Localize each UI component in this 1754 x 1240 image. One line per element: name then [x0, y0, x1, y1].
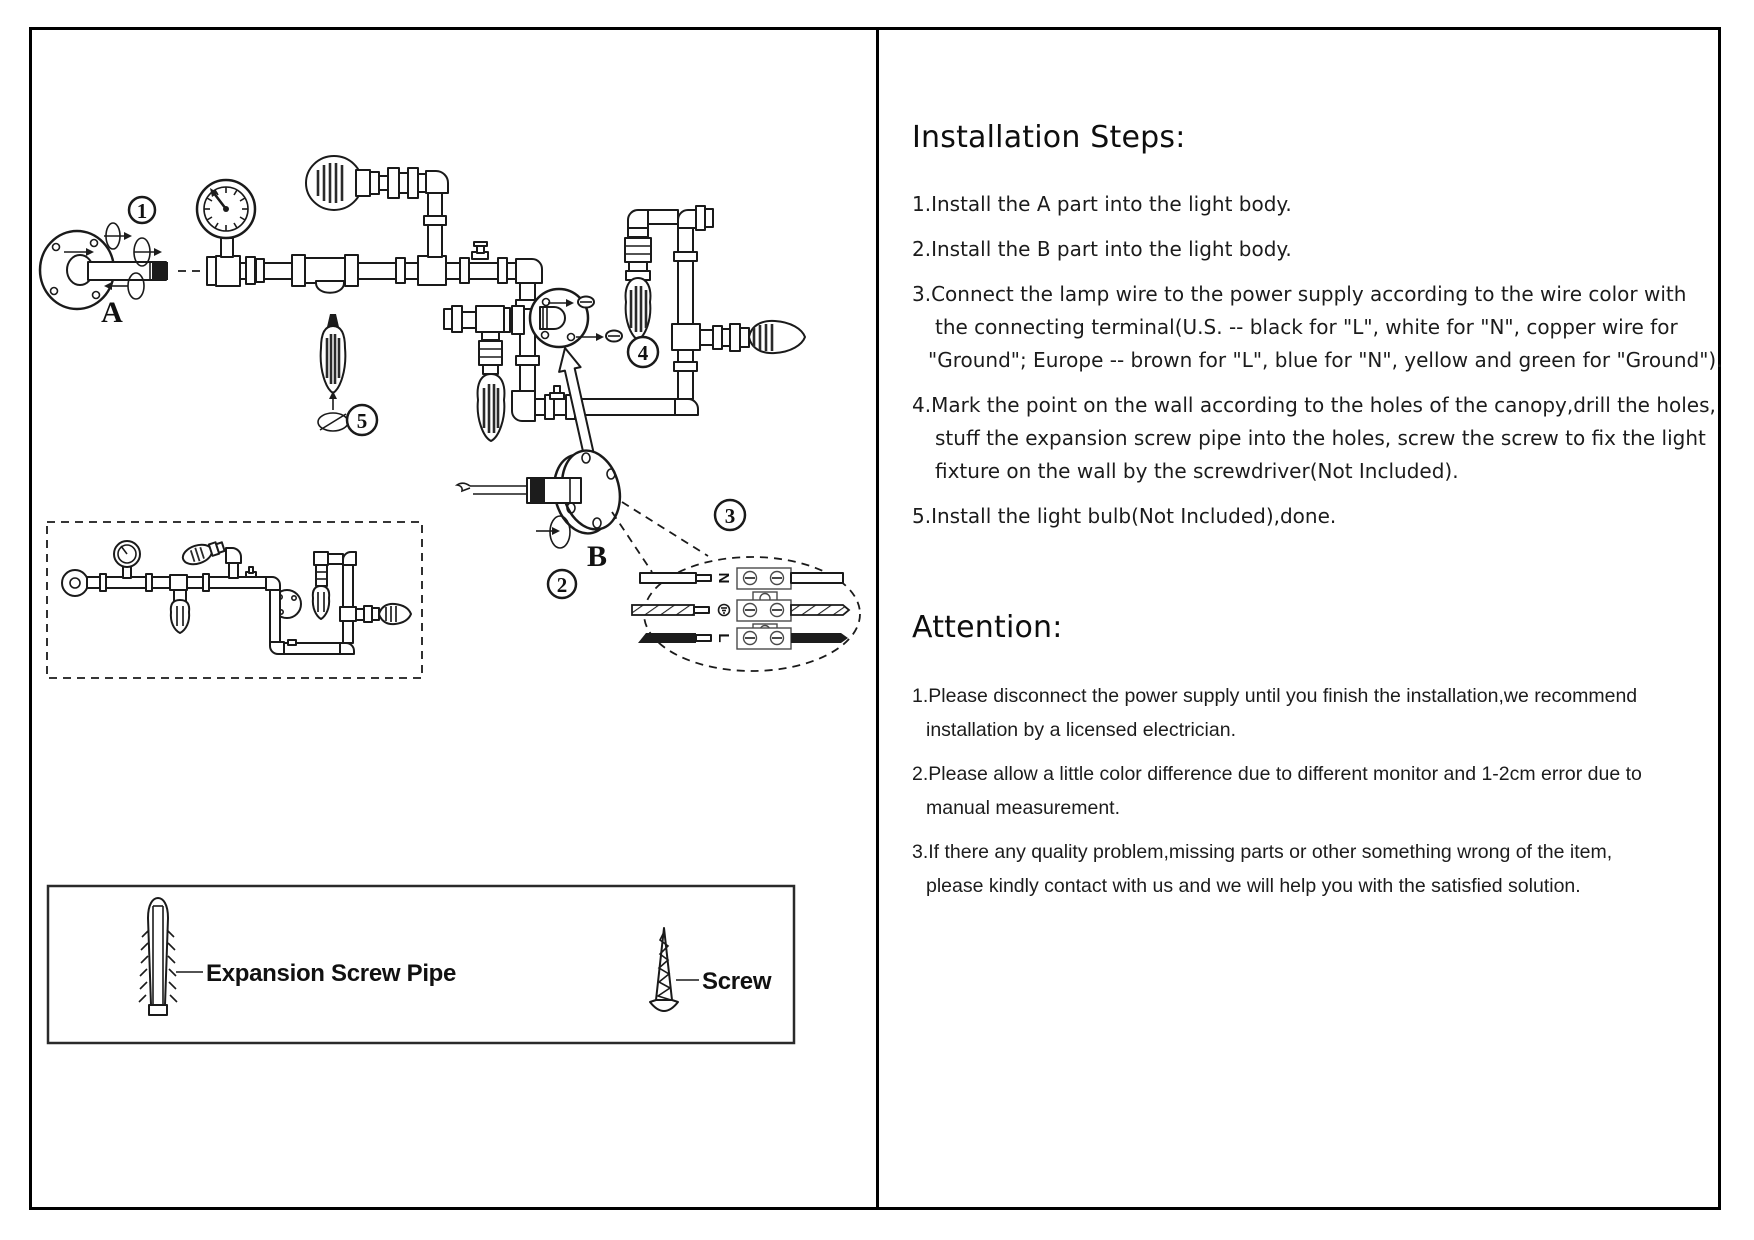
callout-1 [129, 197, 155, 223]
assembled-view [47, 522, 422, 678]
step-2: 2.Install the B part into the light body. [912, 237, 1292, 261]
terminal-n-label: N [715, 572, 732, 584]
svg-text:4: 4 [637, 341, 649, 365]
left-branch-bulb [444, 306, 524, 441]
svg-text:5: 5 [356, 409, 368, 433]
callout-5 [347, 405, 377, 435]
svg-text:3: 3 [724, 504, 736, 528]
assembly-diagram [29, 27, 876, 1210]
expansion-screw-pipe [139, 898, 456, 1015]
panel-divider [876, 27, 879, 1210]
attention-heading: Attention: [912, 610, 1063, 645]
step-3: 3.Connect the lamp wire to the power supply according to the wire color with the connecting terminal(U.S. -- black for "L", white for "N", copper wire for "Ground"; Europe -- brown for "L", blue for "N", yellow and green for "Ground"). [912, 282, 1723, 372]
installation-steps-list [912, 188, 1723, 533]
step-1: 1.Install the A part into the light body. [912, 192, 1292, 216]
callout-2 [548, 570, 576, 598]
top-bulb-assembly [306, 156, 448, 257]
installation-steps-heading: Installation Steps: [912, 120, 1186, 155]
bulb-part-5 [318, 314, 348, 431]
pressure-gauge [197, 180, 255, 257]
part-b-label: B [586, 540, 608, 573]
hardware-box [48, 886, 794, 1043]
right-bulb [672, 321, 805, 353]
attention-2: 2.Please allow a little color difference due to different monitor and 1-2cm error due to manual measurement. [912, 763, 1642, 819]
part-b [457, 444, 628, 573]
expansion-screw-pipe-label: Expansion Screw Pipe [206, 960, 457, 987]
step-4: 4.Mark the point on the wall according to the holes of the canopy,drill the holes, stuff the expansion screw pipe into the holes, screw the screw to fix the light fixture on the wall by the screwdriver(Not Included). [912, 393, 1716, 483]
main-pipe-run [207, 242, 542, 293]
part-a-label: A [101, 296, 123, 329]
callout-4 [628, 337, 658, 367]
hanging-bulb [625, 228, 651, 340]
screw [650, 928, 772, 1011]
attention-1: 1.Please disconnect the power supply until you finish the installation,we recommend installation by a licensed electrician. [912, 685, 1638, 741]
svg-text:2: 2 [556, 573, 568, 597]
step-5: 5.Install the light bulb(Not Included),done. [912, 504, 1337, 528]
canopy [530, 289, 622, 347]
callout-3 [715, 500, 745, 530]
instructions-panel [912, 120, 1723, 913]
part-a [40, 223, 208, 329]
ground-symbol [719, 605, 730, 616]
attention-3: 3.If there any quality problem,missing parts or other something wrong of the item, please kindly contact with us and we will help you with the satisfied solution. [912, 841, 1613, 897]
terminal-l-label: L [715, 633, 732, 643]
svg-text:1: 1 [136, 199, 148, 223]
screw-label: Screw [702, 968, 772, 995]
attention-list [912, 679, 1684, 903]
